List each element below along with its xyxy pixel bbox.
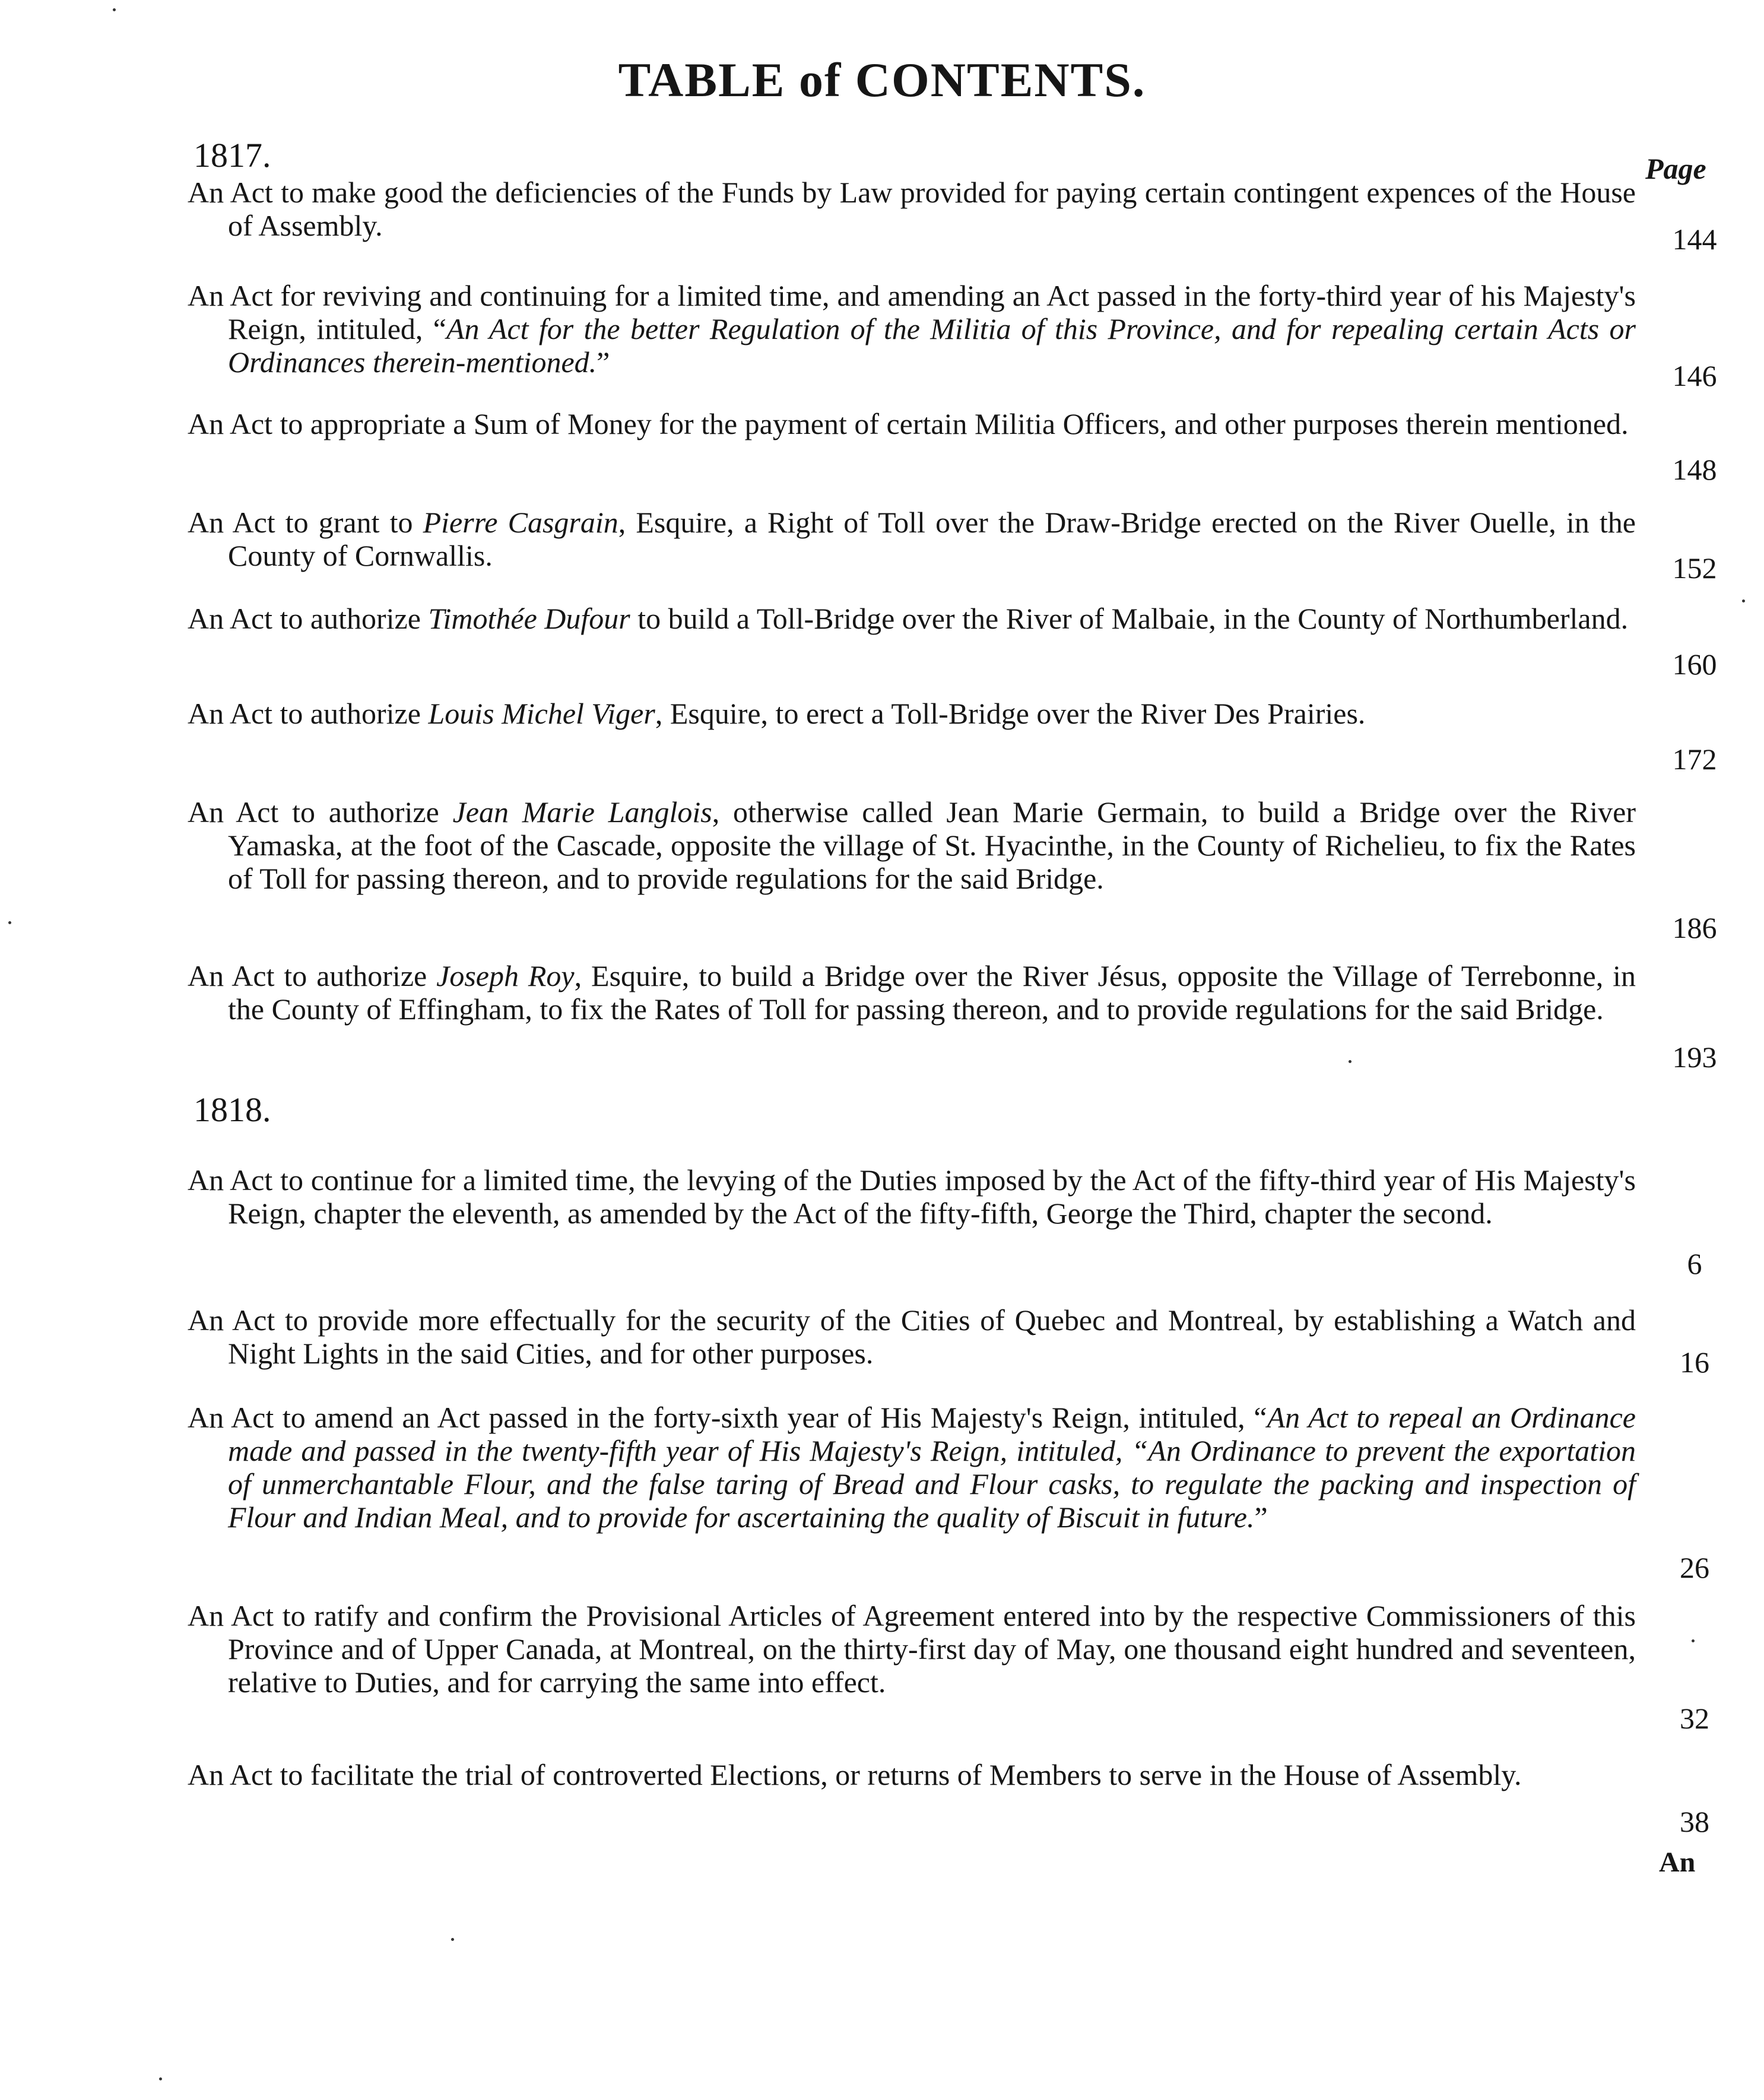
entry-italic: Timothée Dufour bbox=[428, 602, 630, 635]
toc-entry bbox=[188, 602, 1636, 635]
entry-text: An Act to authorize Timothée Dufour to build a Toll-Bridge over the River of Malbaie, in the County of Northumberland. bbox=[188, 602, 1629, 635]
entry-text: An Act to provide more effectually for the security of the Cities of Quebec and Montreal, by establishing a Watch and Night Lights in the said Cities, and for other purposes. bbox=[188, 1303, 1636, 1370]
entry-italic: Pierre Casgrain bbox=[423, 506, 618, 539]
page-number: 32 bbox=[1680, 1702, 1709, 1735]
entry-text: An Act to make good the deficiencies of the Funds by Law provided for paying certain contingent expences of the House of Assembly. bbox=[188, 176, 1636, 242]
page-number: 152 bbox=[1672, 551, 1717, 585]
page-number: 186 bbox=[1672, 911, 1717, 944]
toc-entry bbox=[188, 1758, 1636, 1791]
scan-speck bbox=[159, 2077, 162, 2080]
toc-entry bbox=[188, 407, 1636, 440]
entry-text: An Act to ratify and confirm the Provisional Articles of Agreement entered into by the respective Commissioners of this Province and of Upper Canada, at Montreal, on the thirty-first day of May, one thousand eight hundred and seventeen, relative to Duties, and for carrying the same into effect. bbox=[188, 1599, 1636, 1699]
scan-speck bbox=[113, 8, 116, 11]
scan-speck bbox=[451, 1938, 454, 1941]
entry-italic: Louis Michel Viger bbox=[428, 697, 655, 730]
year-heading: 1817. bbox=[193, 136, 271, 175]
toc-entry bbox=[188, 176, 1636, 242]
page-number: 148 bbox=[1672, 453, 1717, 486]
page-number: 172 bbox=[1672, 743, 1717, 776]
toc-entry bbox=[188, 1163, 1636, 1230]
scan-speck bbox=[1692, 1639, 1695, 1642]
toc-entry bbox=[188, 795, 1636, 895]
page-column-header: Page bbox=[1645, 152, 1706, 185]
entry-text: An Act to authorize Louis Michel Viger, Esquire, to erect a Toll-Bridge over the River Des Prairies. bbox=[188, 697, 1366, 730]
page-number: 38 bbox=[1680, 1805, 1709, 1838]
entry-text: An Act to amend an Act passed in the forty-sixth year of His Majesty's Reign, intituled, “An Act to repeal an Ordinance made and passed in the twenty-fifth year of His Majesty's Reign, intituled, “An Ordinance to prevent the exportation of unmerchantable Flour, and the false taring of Bread and Flour casks, to regulate the packing and inspection of Flour and Indian Meal, and to provide for ascertaining the quality of Biscuit in future.” bbox=[188, 1401, 1636, 1534]
page-number: 146 bbox=[1672, 359, 1717, 392]
toc-entry bbox=[188, 506, 1636, 572]
entry-italic: An Act to repeal an Ordinance made and passed in the twenty-fifth year of His Majesty's Reign, intituled, “An Ordinance to prevent the exportation of unmerchantable Flour, and the false taring of Bread and Flour casks, to regulate the packing and inspection of Flour and Indian Meal, and to provide for ascertaining the quality of Biscuit in future. bbox=[228, 1401, 1636, 1534]
toc-entry bbox=[188, 1303, 1636, 1370]
entry-text: An Act to grant to Pierre Casgrain, Esquire, a Right of Toll over the Draw-Bridge erected on the River Ouelle, in the County of Cornwallis. bbox=[188, 506, 1636, 572]
page-number: 16 bbox=[1680, 1346, 1709, 1379]
toc-entry bbox=[188, 279, 1636, 379]
scan-speck bbox=[1742, 599, 1745, 602]
entry-italic: Jean Marie Langlois bbox=[452, 795, 712, 829]
entry-italic: An Act for the better Regulation of the Militia of this Province, and for repealing certain Acts or Ordinances therein-mentioned. bbox=[228, 312, 1636, 379]
page-number: 193 bbox=[1672, 1041, 1717, 1074]
year-heading: 1818. bbox=[193, 1090, 271, 1129]
toc-entry bbox=[188, 1599, 1636, 1699]
scan-speck bbox=[1349, 1060, 1351, 1063]
page-title: TABLE of CONTENTS. bbox=[618, 53, 1146, 107]
entry-text: An Act to authorize Joseph Roy, Esquire, to build a Bridge over the River Jésus, opposite the Village of Terrebonne, in the County of Effingham, to fix the Rates of Toll for passing thereon, and to provide regulations for the said Bridge. bbox=[188, 959, 1636, 1026]
entry-text: An Act to continue for a limited time, the levying of the Duties imposed by the Act of the fifty-third year of His Majesty's Reign, chapter the eleventh, as amended by the Act of the fifty-fifth, George the Third, chapter the second. bbox=[188, 1163, 1636, 1230]
page-number: 6 bbox=[1687, 1247, 1702, 1280]
toc-entry bbox=[188, 959, 1636, 1026]
entry-text: An Act to appropriate a Sum of Money for the payment of certain Militia Officers, and other purposes therein mentioned. bbox=[188, 407, 1629, 440]
catchword: An bbox=[1659, 1847, 1696, 1878]
entry-text: An Act for reviving and continuing for a limited time, and amending an Act passed in the forty-third year of his Majesty's Reign, intituled, “An Act for the better Regulation of the Militia of this Province, and for repealing certain Acts or Ordinances therein-mentioned.” bbox=[188, 279, 1636, 379]
scan-speck bbox=[8, 921, 11, 924]
page-number: 26 bbox=[1680, 1551, 1709, 1584]
entry-italic: Joseph Roy bbox=[436, 959, 575, 992]
toc-entry bbox=[188, 697, 1636, 730]
page-number: 160 bbox=[1672, 648, 1717, 681]
toc-entry bbox=[188, 1401, 1636, 1534]
page-number: 144 bbox=[1672, 223, 1717, 256]
entry-text: An Act to authorize Jean Marie Langlois, otherwise called Jean Marie Germain, to build a Bridge over the River Yamaska, at the foot of the Cascade, opposite the village of St. Hyacinthe, in the County of Richelieu, to fix the Rates of Toll for passing thereon, and to provide regulations for the said Bridge. bbox=[188, 795, 1636, 895]
entry-text: An Act to facilitate the trial of controverted Elections, or returns of Members to serve in the House of Assembly. bbox=[188, 1758, 1522, 1791]
